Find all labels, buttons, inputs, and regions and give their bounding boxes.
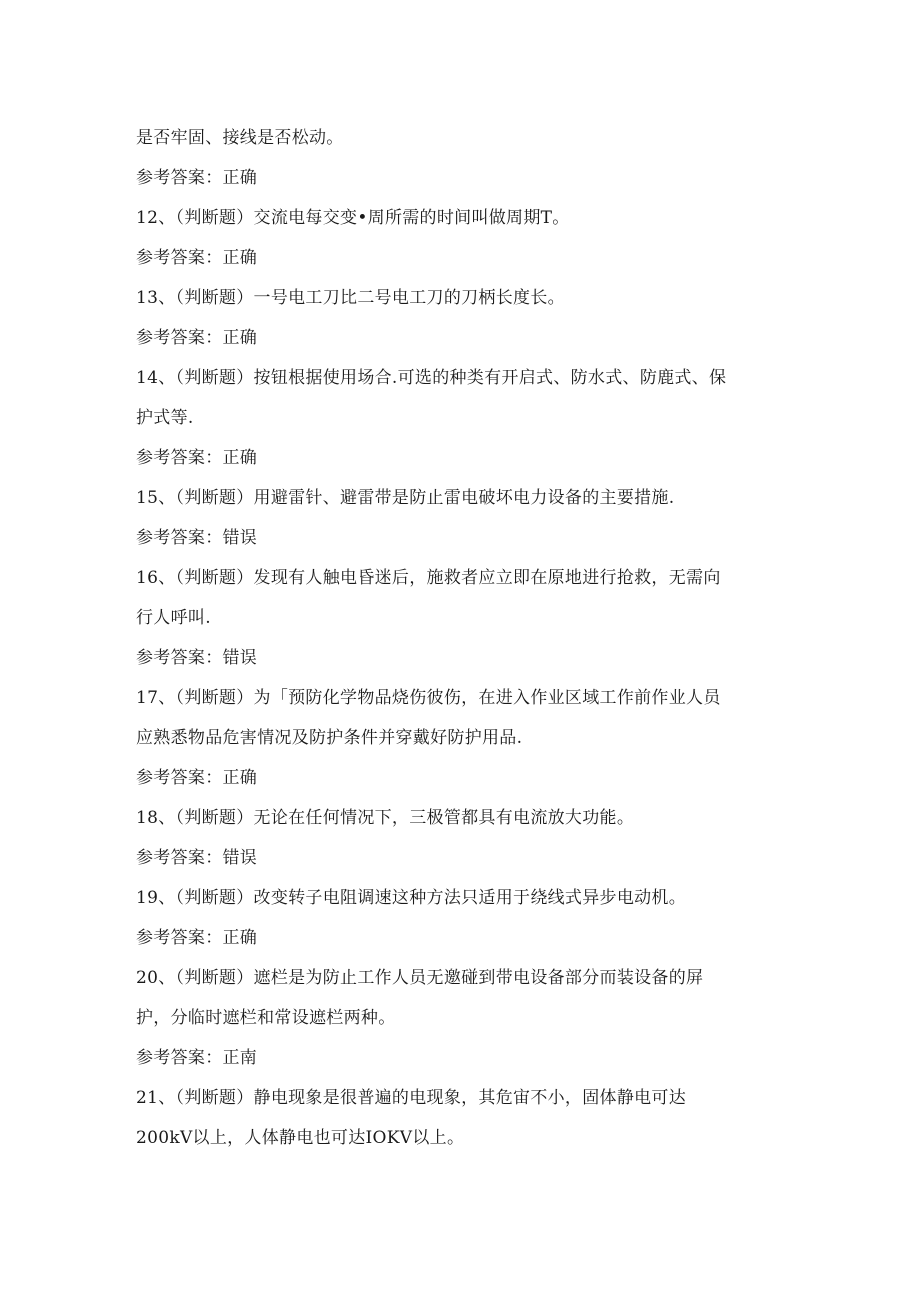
q17-question: 17、（判断题）为「预防化学物品烧伤彼伤，在进入作业区域工作前作业人员: [136, 688, 721, 708]
q14-answer: 参考答案：正确: [136, 448, 258, 468]
q19-question: 19、（判断题）改变转子电阻调速这种方法只适用于绕线式异步电动机。: [136, 888, 687, 908]
q14-question: 14、（判断题）按钮根据使用场合.可选的种类有开启式、防水式、防鹿式、保: [136, 368, 727, 388]
q12-question: 12、（判断题）交流电每交变•周所需的时间叫做周期T。: [136, 208, 570, 228]
q20-question: 20、（判断题）遮栏是为防止工作人员无邀碰到带电设备部分而装设备的屏: [136, 968, 704, 988]
q11-answer: 参考答案：正确: [136, 168, 258, 188]
q11-continuation: 是否牢固、接线是否松动。: [136, 128, 344, 148]
document-body: [136, 118, 786, 1158]
q20-question-cont: 护，分临时遮栏和常设遮栏两种。: [136, 1008, 396, 1028]
q16-question: 16、（判断题）发现有人触电昏迷后，施救者应立即在原地进行抢救，无需向: [136, 568, 721, 588]
q15-question: 15、（判断题）用避雷针、避雷带是防止雷电破坏电力设备的主要措施.: [136, 488, 675, 508]
q18-answer: 参考答案：错误: [136, 848, 258, 868]
q15-answer: 参考答案：错误: [136, 528, 258, 548]
q19-answer: 参考答案：正确: [136, 928, 258, 948]
q13-question: 13、（判断题）一号电工刀比二号电工刀的刀柄长度长。: [136, 288, 565, 308]
q16-answer: 参考答案：错误: [136, 648, 258, 668]
q17-question-cont: 应熟悉物品危害情况及防护条件并穿戴好防护用品.: [136, 728, 523, 748]
q20-answer: 参考答案：正南: [136, 1048, 258, 1068]
q14-question-cont: 护式等.: [136, 408, 194, 428]
q16-question-cont: 行人呼叫.: [136, 608, 211, 628]
q12-answer: 参考答案：正确: [136, 248, 258, 268]
q17-answer: 参考答案：正确: [136, 768, 258, 788]
q18-question: 18、（判断题）无论在任何情况下，三极管都具有电流放大功能。: [136, 808, 635, 828]
q21-question-cont: 200kV以上，人体静电也可达IOKV以上。: [136, 1128, 465, 1148]
q21-question: 21、（判断题）静电现象是很普遍的电现象，其危宙不小，固体静电可达: [136, 1088, 687, 1108]
q13-answer: 参考答案：正确: [136, 328, 258, 348]
